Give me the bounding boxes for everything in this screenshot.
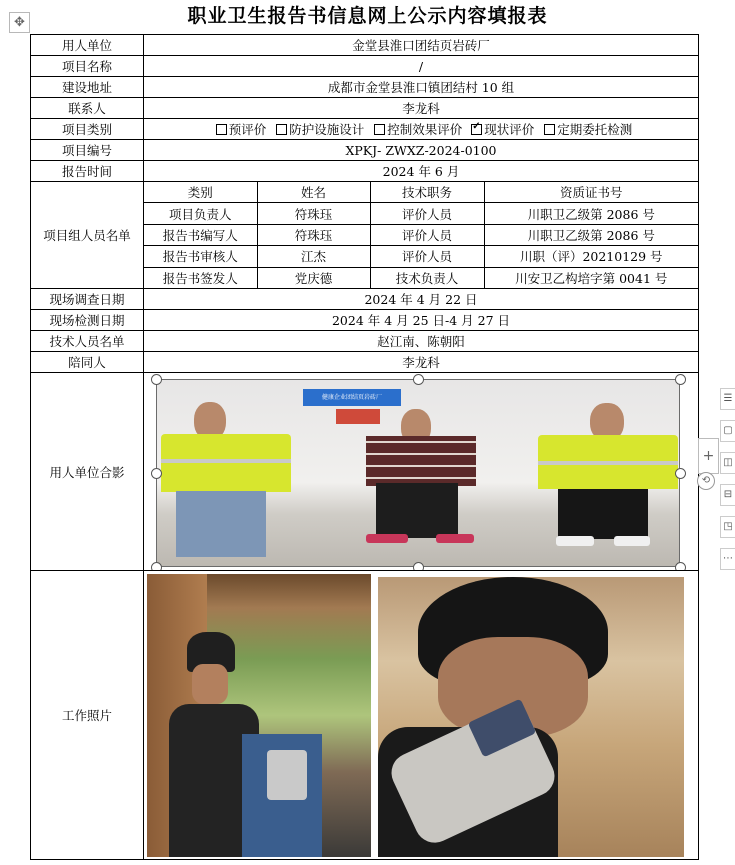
- team-cell-name[interactable]: 党庆德: [257, 267, 370, 288]
- resize-handle-icon[interactable]: [413, 562, 424, 571]
- row-work-photos: [31, 571, 699, 860]
- project-name-label: 项目名称: [31, 56, 144, 77]
- team-cell-title[interactable]: 评价人员: [370, 246, 484, 267]
- team-cell-name[interactable]: 符珠珏: [257, 203, 370, 224]
- resize-handle-icon[interactable]: [151, 374, 162, 385]
- contact-value[interactable]: 李龙科: [144, 98, 699, 119]
- team-row: [144, 224, 698, 245]
- report-time-label: 报告时间: [31, 161, 144, 182]
- report-time-value[interactable]: 2024 年 6 月: [144, 161, 699, 182]
- team-cell-role[interactable]: 报告书编写人: [144, 224, 257, 245]
- contact-label: 联系人: [31, 98, 144, 119]
- option-pre-assessment: 预评价: [228, 122, 267, 137]
- tech-staff-value[interactable]: 赵江南、陈朝阳: [144, 331, 699, 352]
- team-cell-certificate[interactable]: 川职卫乙级第 2086 号: [484, 203, 698, 224]
- table-move-handle-icon[interactable]: ✥: [9, 12, 30, 33]
- team-row: [144, 203, 698, 224]
- resize-handle-icon[interactable]: [151, 562, 162, 571]
- test-date-value[interactable]: 2024 年 4 月 25 日-4 月 27 日: [144, 310, 699, 331]
- address-label: 建设地址: [31, 77, 144, 98]
- resize-handle-icon[interactable]: [413, 374, 424, 385]
- survey-date-value[interactable]: 2024 年 4 月 22 日: [144, 289, 699, 310]
- right-side-toolbar: [720, 388, 735, 580]
- checkbox-periodic-testing[interactable]: [544, 124, 555, 135]
- team-cell-certificate[interactable]: 川职（评）20210129 号: [484, 246, 698, 267]
- resize-handle-icon[interactable]: [675, 468, 686, 479]
- team-cell-title[interactable]: 评价人员: [370, 203, 484, 224]
- team-header-category: 类别: [144, 182, 257, 203]
- resize-handle-icon[interactable]: [151, 468, 162, 479]
- survey-date-label: 现场调查日期: [31, 289, 144, 310]
- team-cell-title[interactable]: 技术负责人: [370, 267, 484, 288]
- test-date-label: 现场检测日期: [31, 310, 144, 331]
- checkbox-status-assessment[interactable]: [471, 124, 482, 135]
- side-tool-icon[interactable]: ⊟: [720, 484, 735, 506]
- team-cell-name[interactable]: 江杰: [257, 246, 370, 267]
- add-row-plus-icon[interactable]: +: [698, 438, 719, 474]
- work-photo-right[interactable]: [378, 577, 684, 857]
- team-cell-role[interactable]: 项目负责人: [144, 203, 257, 224]
- team-cell-role[interactable]: 报告书签发人: [144, 267, 257, 288]
- address-value[interactable]: 成都市金堂县淮口镇团结村 10 组: [144, 77, 699, 98]
- photo-selection-frame: [156, 379, 680, 567]
- project-no-label: 项目编号: [31, 140, 144, 161]
- text-wrap-icon[interactable]: ⟲: [697, 472, 715, 490]
- team-table: [144, 182, 698, 288]
- side-tool-icon[interactable]: ▢: [720, 420, 735, 442]
- group-photo-label: 用人单位合影: [31, 373, 144, 571]
- row-group-photo: [31, 373, 699, 571]
- checkbox-pre-assessment[interactable]: [216, 124, 227, 135]
- side-tool-icon[interactable]: ☰: [720, 388, 735, 410]
- team-cell-title[interactable]: 评价人员: [370, 224, 484, 245]
- row-contact: [31, 98, 699, 119]
- escort-label: 陪同人: [31, 352, 144, 373]
- team-header-row: [144, 182, 698, 203]
- team-header-name: 姓名: [257, 182, 370, 203]
- employer-label: 用人单位: [31, 35, 144, 56]
- row-address: [31, 77, 699, 98]
- team-cell-certificate[interactable]: 川职卫乙级第 2086 号: [484, 224, 698, 245]
- employer-value[interactable]: 金堂县淮口团结页岩砖厂: [144, 35, 699, 56]
- tech-staff-label: 技术人员名单: [31, 331, 144, 352]
- team-label: 项目组人员名单: [31, 182, 144, 289]
- row-project-no: [31, 140, 699, 161]
- option-protection-design: 防护设施设计: [289, 122, 365, 137]
- side-tool-icon[interactable]: ◳: [720, 516, 735, 538]
- work-photo-left[interactable]: [147, 574, 371, 857]
- disclosure-form-table: [30, 34, 699, 860]
- side-tool-icon[interactable]: ⋯: [720, 548, 735, 570]
- team-cell-role[interactable]: 报告书审核人: [144, 246, 257, 267]
- team-header-title: 技术职务: [370, 182, 484, 203]
- work-photos-cell: [144, 571, 699, 860]
- wall-banner: 健康企业团结页岩砖厂: [303, 389, 401, 406]
- team-cell-name[interactable]: 符珠珏: [257, 224, 370, 245]
- team-table-cell: [144, 182, 699, 289]
- checkbox-protection-design[interactable]: [276, 124, 287, 135]
- project-name-value[interactable]: /: [144, 56, 699, 77]
- escort-value[interactable]: 李龙科: [144, 352, 699, 373]
- option-status-assessment: 现状评价: [484, 122, 535, 137]
- option-control-effect: 控制效果评价: [387, 122, 463, 137]
- checkbox-control-effect[interactable]: [374, 124, 385, 135]
- group-photo-cell: [144, 373, 699, 571]
- resize-handle-icon[interactable]: [675, 374, 686, 385]
- row-test-date: [31, 310, 699, 331]
- side-tool-icon[interactable]: ◫: [720, 452, 735, 474]
- row-employer: [31, 35, 699, 56]
- team-header-certificate: 资质证书号: [484, 182, 698, 203]
- row-project-name: [31, 56, 699, 77]
- team-row: [144, 267, 698, 288]
- row-escort: [31, 352, 699, 373]
- document-title: 职业卫生报告书信息网上公示内容填报表: [187, 5, 548, 27]
- row-report-time: [31, 161, 699, 182]
- team-cell-certificate[interactable]: 川安卫乙构培字第 0041 号: [484, 267, 698, 288]
- project-type-options: [144, 119, 699, 140]
- resize-handle-icon[interactable]: [675, 562, 686, 571]
- row-team: [31, 182, 699, 289]
- team-row: [144, 246, 698, 267]
- project-no-value[interactable]: XPKJ- ZWXZ-2024-0100: [144, 140, 699, 161]
- row-project-type: [31, 119, 699, 140]
- option-periodic-testing: 定期委托检测: [557, 122, 633, 137]
- work-photos-label: 工作照片: [31, 571, 144, 860]
- row-survey-date: [31, 289, 699, 310]
- row-tech-staff: [31, 331, 699, 352]
- project-type-label: 项目类别: [31, 119, 144, 140]
